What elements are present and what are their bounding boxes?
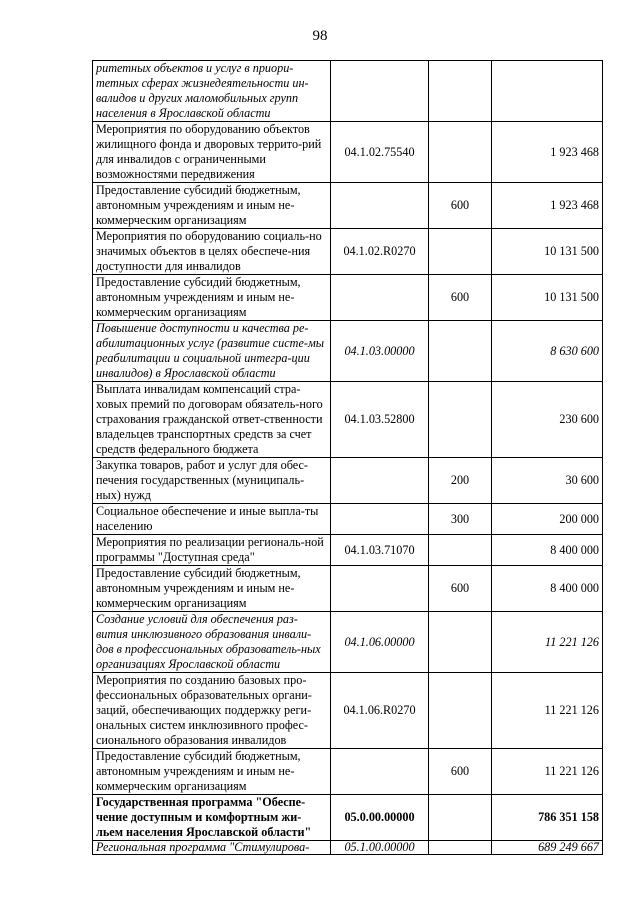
expense-type-cell [429, 321, 492, 382]
amount-cell: 30 600 [492, 458, 603, 504]
table-row [93, 749, 603, 795]
row-name-cell: Государственная программа "Обеспе-чение доступным и комфортным жи-льем населения Ярославской области" [93, 795, 331, 841]
row-name-cell: Социальное обеспечение и иные выпла-ты населению [93, 504, 331, 535]
table-row [93, 612, 603, 673]
target-code-cell [331, 566, 429, 612]
expense-type-cell: 600 [429, 566, 492, 612]
target-code-cell [331, 504, 429, 535]
table-row [93, 566, 603, 612]
table-row [93, 382, 603, 458]
target-code-cell: 05.0.00.00000 [331, 795, 429, 841]
target-code-cell [331, 749, 429, 795]
amount-cell: 786 351 158 [492, 795, 603, 841]
amount-cell: 1 923 468 [492, 122, 603, 183]
table-row [93, 535, 603, 566]
table-row [93, 795, 603, 841]
target-code-cell [331, 183, 429, 229]
amount-cell: 8 400 000 [492, 566, 603, 612]
row-name-cell: Региональная программа "Стимулирова- [93, 841, 331, 855]
amount-cell [492, 61, 603, 122]
expense-type-cell: 600 [429, 275, 492, 321]
target-code-cell: 04.1.03.71070 [331, 535, 429, 566]
row-name-cell: Повышение доступности и качества ре-абилитационных услуг (развитие систе-мы реабилитации и социальной интегра-ции инвалидов) в Ярославской области [93, 321, 331, 382]
budget-table-body [93, 61, 603, 855]
table-row [93, 183, 603, 229]
table-row [93, 841, 603, 855]
expense-type-cell [429, 61, 492, 122]
expense-type-cell [429, 795, 492, 841]
table-row [93, 321, 603, 382]
target-code-cell [331, 458, 429, 504]
amount-cell: 689 249 667 [492, 841, 603, 855]
expense-type-cell [429, 382, 492, 458]
amount-cell: 8 630 600 [492, 321, 603, 382]
target-code-cell: 04.1.02.R0270 [331, 229, 429, 275]
table-row [93, 504, 603, 535]
expense-type-cell [429, 612, 492, 673]
expense-type-cell [429, 122, 492, 183]
expense-type-cell [429, 229, 492, 275]
row-name-cell: Предоставление субсидий бюджетным, автономным учреждениям и иным не-коммерческим организациям [93, 566, 331, 612]
row-name-cell: Предоставление субсидий бюджетным, автономным учреждениям и иным не-коммерческим организациям [93, 275, 331, 321]
amount-cell: 11 221 126 [492, 749, 603, 795]
amount-cell: 11 221 126 [492, 673, 603, 749]
expense-type-cell [429, 673, 492, 749]
row-name-cell: Закупка товаров, работ и услуг для обес-печения государственных (муниципаль-ных) нужд [93, 458, 331, 504]
row-name-cell: Выплата инвалидам компенсаций стра-ховых премий по договорам обязатель-ного страхования гражданской ответ-ственности владельцев транспортных средств за счет средств федерального бюджета [93, 382, 331, 458]
target-code-cell: 04.1.03.00000 [331, 321, 429, 382]
row-name-cell: Мероприятия по реализации региональ-ной программы "Доступная среда" [93, 535, 331, 566]
expense-type-cell: 600 [429, 749, 492, 795]
amount-cell: 8 400 000 [492, 535, 603, 566]
row-name-cell: ритетных объектов и услуг в приори-тетных сферах жизнедеятельности ин-валидов и других маломобильных групп населения в Ярославской области [93, 61, 331, 122]
target-code-cell: 05.1.00.00000 [331, 841, 429, 855]
table-row [93, 673, 603, 749]
amount-cell: 10 131 500 [492, 275, 603, 321]
row-name-cell: Предоставление субсидий бюджетным, автономным учреждениям и иным не-коммерческим организациям [93, 183, 331, 229]
expense-type-cell: 300 [429, 504, 492, 535]
table-row [93, 458, 603, 504]
amount-cell: 1 923 468 [492, 183, 603, 229]
target-code-cell: 04.1.02.75540 [331, 122, 429, 183]
row-name-cell: Мероприятия по оборудованию социаль-но значимых объектов в целях обеспече-ния доступности для инвалидов [93, 229, 331, 275]
budget-table [92, 60, 603, 855]
expense-type-cell [429, 841, 492, 855]
amount-cell: 230 600 [492, 382, 603, 458]
expense-type-cell [429, 535, 492, 566]
page-number: 98 [312, 28, 328, 44]
table-row [93, 229, 603, 275]
table-row [93, 61, 603, 122]
target-code-cell: 04.1.03.52800 [331, 382, 429, 458]
table-row [93, 122, 603, 183]
target-code-cell: 04.1.06.00000 [331, 612, 429, 673]
row-name-cell: Мероприятия по оборудованию объектов жилищного фонда и дворовых террито-рий для инвалидов с ограниченными возможностями передвижения [93, 122, 331, 183]
row-name-cell: Мероприятия по созданию базовых про-фессиональных образовательных органи-заций, обеспечивающих поддержку реги-ональных систем инклюзивного профес-сионального образования инвалидов [93, 673, 331, 749]
expense-type-cell: 200 [429, 458, 492, 504]
amount-cell: 11 221 126 [492, 612, 603, 673]
target-code-cell [331, 275, 429, 321]
expense-type-cell: 600 [429, 183, 492, 229]
row-name-cell: Создание условий для обеспечения раз-вития инклюзивного образования инвали-дов в профессиональных образователь-ных организациях Ярославской области [93, 612, 331, 673]
amount-cell: 200 000 [492, 504, 603, 535]
table-row [93, 275, 603, 321]
row-name-cell: Предоставление субсидий бюджетным, автономным учреждениям и иным не-коммерческим организациям [93, 749, 331, 795]
target-code-cell [331, 61, 429, 122]
amount-cell: 10 131 500 [492, 229, 603, 275]
target-code-cell: 04.1.06.R0270 [331, 673, 429, 749]
